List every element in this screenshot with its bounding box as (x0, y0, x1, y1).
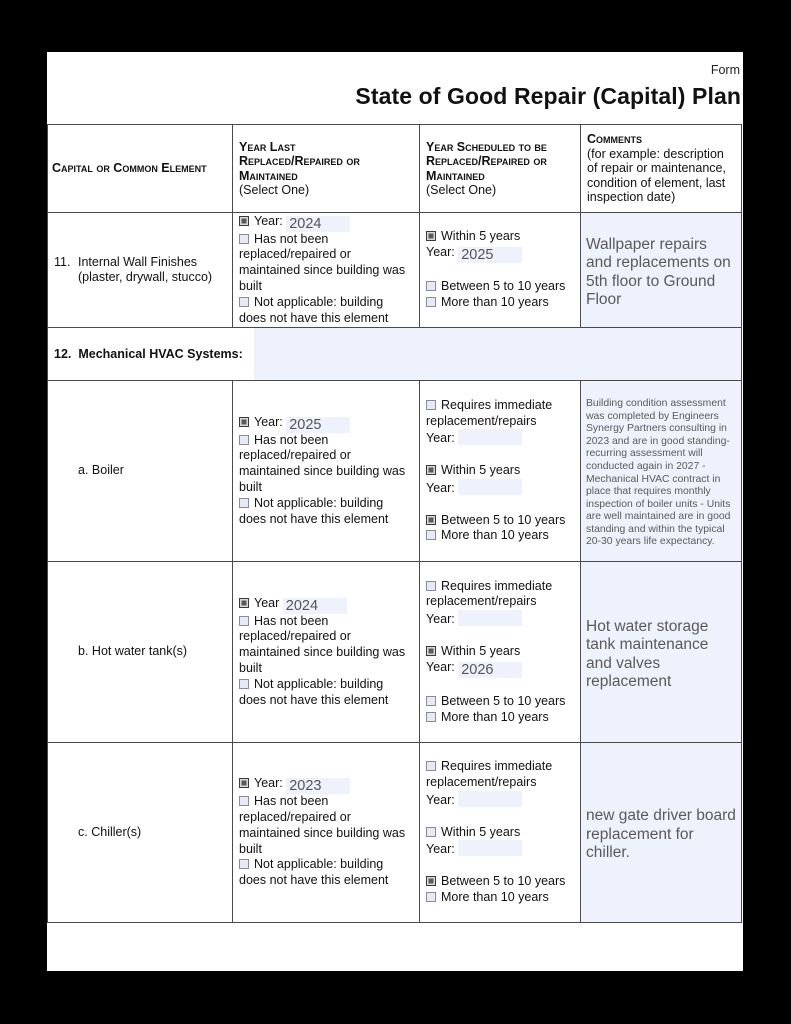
comment-field[interactable]: Building condition assessment was completed by Engineers Synergy Partners consulting in 2023 and are in good standing- recurring assessment will conducted again in 2027 - Mechanical HVAC contract in place that requires monthly inspection of boiler units - Units are well maintained are in good standing and within the typical 20-30 years life expectancy. (581, 381, 742, 562)
not-applicable-checkbox[interactable] (239, 859, 249, 869)
within-5-years-checkbox[interactable] (426, 231, 436, 241)
comment-field[interactable]: new gate driver board replacement for chiller. (581, 743, 742, 923)
column-header-element: Capital or Common Element (48, 125, 233, 213)
within-5-years-checkbox[interactable] (426, 465, 436, 475)
element-cell: 11. Internal Wall Finishes (plaster, drywall, stucco) (48, 213, 233, 328)
immediate-year-input[interactable] (458, 610, 522, 626)
requires-immediate-checkbox[interactable] (426, 761, 436, 771)
column-header-comments: Comments (for example: description of repair or maintenance, condition of element, last inspection date) (581, 125, 742, 213)
last-replaced-options: Year: 2025 Has not been replaced/repaired or maintained since building was built Not applicable: building does not have this element (233, 381, 420, 562)
not-applicable-checkbox[interactable] (239, 297, 249, 307)
more-than-10-checkbox[interactable] (426, 530, 436, 540)
not-replaced-checkbox[interactable] (239, 435, 249, 445)
element-label: Hot water tank(s) (91, 644, 188, 659)
table-row (48, 381, 742, 562)
within-5-years-checkbox[interactable] (426, 827, 436, 837)
not-replaced-checkbox[interactable] (239, 234, 249, 244)
between-5-10-checkbox[interactable] (426, 696, 436, 706)
between-5-10-checkbox[interactable] (426, 281, 436, 291)
last-replaced-options: Year: 2024 Has not been replaced/repaired or maintained since building was built Not applicable: building does not have this element (233, 213, 420, 328)
within-5-year-input[interactable] (458, 479, 522, 495)
table-header-row (48, 125, 742, 213)
year-input[interactable]: 2025 (286, 417, 350, 433)
not-applicable-checkbox[interactable] (239, 498, 249, 508)
form-page (47, 52, 743, 971)
within-5-year-input[interactable] (458, 840, 522, 856)
year-input[interactable]: 2024 (283, 598, 347, 614)
comment-field[interactable]: Hot water storage tank maintenance and valves replacement (581, 562, 742, 743)
table-row (48, 562, 742, 743)
element-label: Chiller(s) (91, 824, 142, 839)
within-5-years-checkbox[interactable] (426, 646, 436, 656)
year-checkbox[interactable] (239, 417, 249, 427)
within-5-year-input[interactable]: 2026 (458, 662, 522, 678)
form-label: Form (710, 63, 740, 77)
element-cell: c. Chiller(s) (48, 743, 233, 923)
more-than-10-checkbox[interactable] (426, 297, 436, 307)
scheduled-options: Within 5 years Year: 2025 Between 5 to 10 years More than 10 years (420, 213, 581, 328)
page-title: State of Good Repair (Capital) Plan (355, 83, 741, 109)
table-row (48, 213, 742, 328)
section-row (48, 328, 742, 381)
year-input[interactable]: 2023 (286, 778, 350, 794)
year-checkbox[interactable] (239, 598, 249, 608)
capital-plan-table (47, 124, 742, 923)
not-replaced-checkbox[interactable] (239, 796, 249, 806)
within-5-year-input[interactable]: 2025 (458, 247, 522, 263)
year-checkbox[interactable] (239, 778, 249, 788)
element-label: Internal Wall Finishes (plaster, drywall, stucco) (78, 254, 213, 284)
year-input[interactable]: 2024 (286, 216, 350, 232)
last-replaced-options: Year: 2023 Has not been replaced/repaired or maintained since building was built Not applicable: building does not have this element (233, 743, 420, 923)
section-label: 12. Mechanical HVAC Systems: (54, 347, 243, 361)
requires-immediate-checkbox[interactable] (426, 581, 436, 591)
element-label: Boiler (91, 463, 124, 478)
scheduled-options: Requires immediate replacement/repairs Year: Within 5 years Year: Between 5 to 10 years More than 10 years (420, 743, 581, 923)
column-header-last-replaced: Year Last Replaced/Repaired or Maintained (Select One) (233, 125, 420, 213)
hvac-systems-input[interactable] (254, 328, 741, 380)
comment-field[interactable]: Wallpaper repairs and replacements on 5th floor to Ground Floor (581, 213, 742, 328)
scheduled-options: Requires immediate replacement/repairs Year: Within 5 years Year: 2026 Between 5 to 10 years More than 10 years (420, 562, 581, 743)
element-cell: b. Hot water tank(s) (48, 562, 233, 743)
column-header-scheduled: Year Scheduled to be Replaced/Repaired or Maintained (Select One) (420, 125, 581, 213)
more-than-10-checkbox[interactable] (426, 712, 436, 722)
last-replaced-options: Year 2024 Has not been replaced/repaired or maintained since building was built Not applicable: building does not have this element (233, 562, 420, 743)
requires-immediate-checkbox[interactable] (426, 400, 436, 410)
not-replaced-checkbox[interactable] (239, 616, 249, 626)
immediate-year-input[interactable] (458, 791, 522, 807)
scheduled-options: Requires immediate replacement/repairs Year: Within 5 years Year: Between 5 to 10 years More than 10 years (420, 381, 581, 562)
table-row (48, 743, 742, 923)
between-5-10-checkbox[interactable] (426, 515, 436, 525)
element-cell: a. Boiler (48, 381, 233, 562)
immediate-year-input[interactable] (458, 429, 522, 445)
year-checkbox[interactable] (239, 216, 249, 226)
between-5-10-checkbox[interactable] (426, 876, 436, 886)
hvac-section-cell (48, 328, 742, 381)
more-than-10-checkbox[interactable] (426, 892, 436, 902)
not-applicable-checkbox[interactable] (239, 679, 249, 689)
